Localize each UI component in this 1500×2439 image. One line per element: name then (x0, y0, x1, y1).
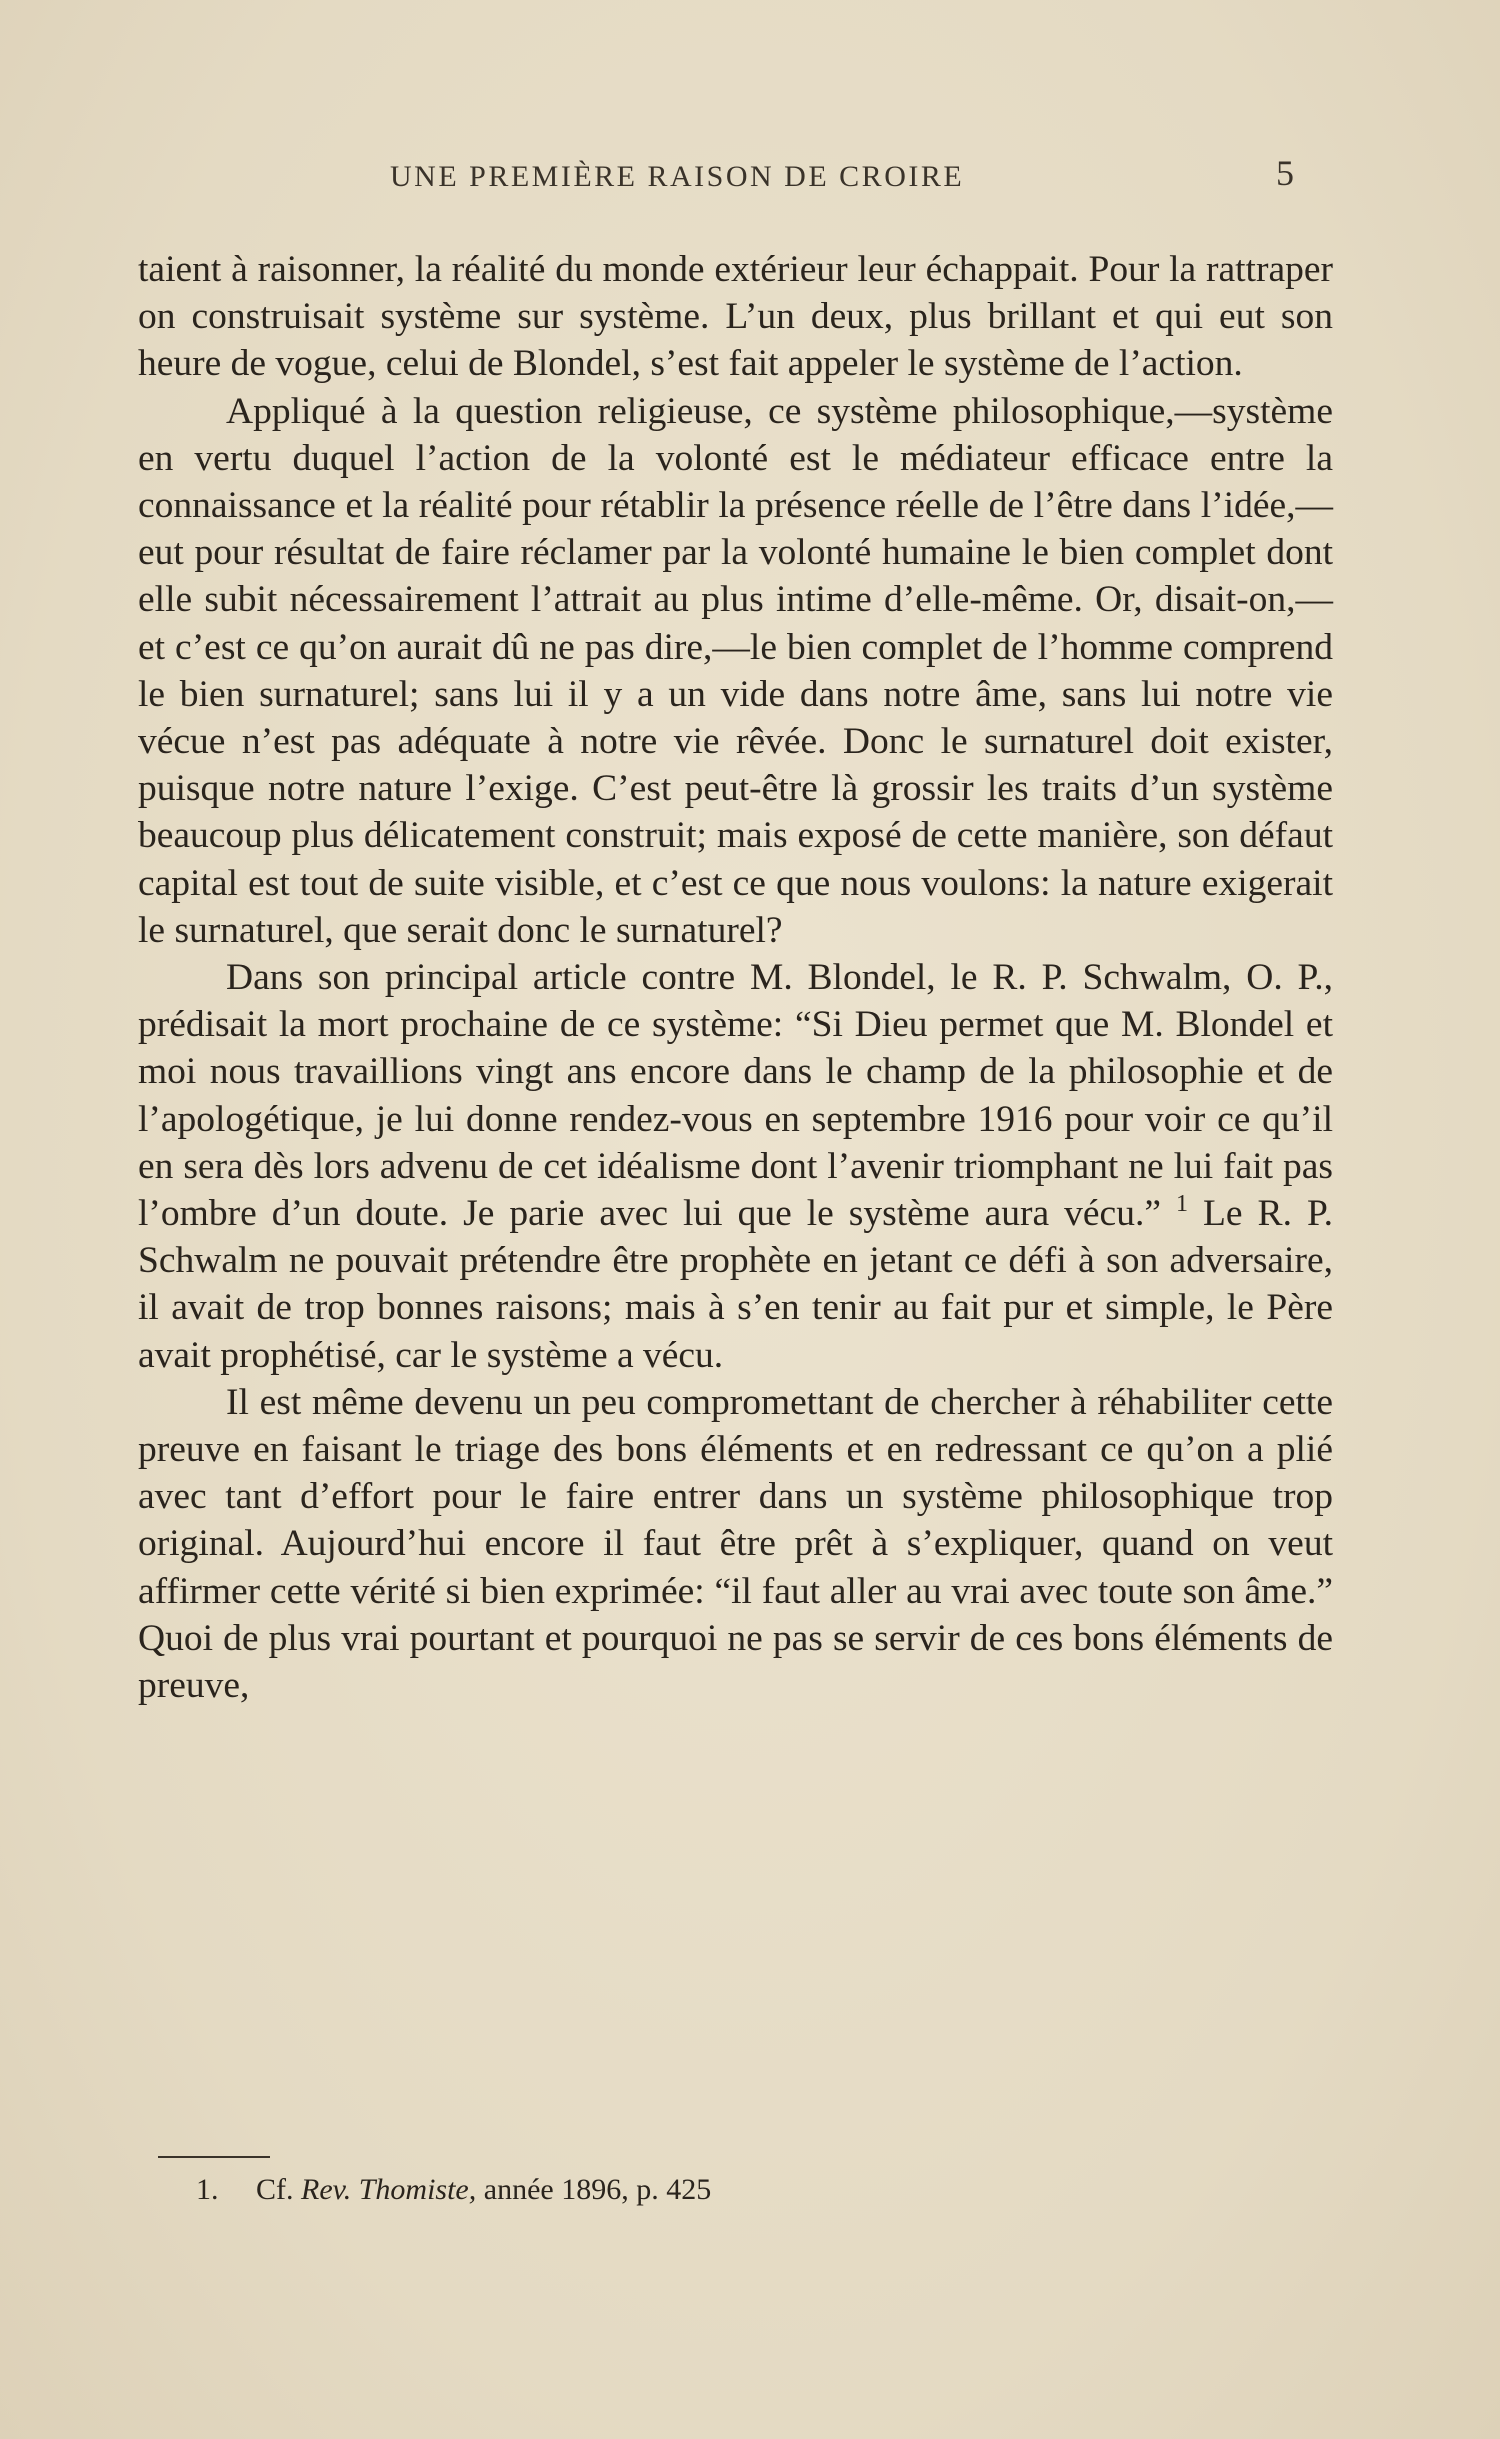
paragraph-2: Appliqué à la question religieuse, ce système philosophique,—système en vertu duquel l’action de la volonté est le médiateur efficace entre la connaissance et la réalité pour rétablir la présence réelle de l’être dans l’idée,—eut pour résultat de faire réclamer par la volonté humaine le bien complet dont elle subit nécessairement l’attrait au plus intime d’elle-même. Or, disait-on,—et c’est ce qu’on aurait dû ne pas dire,—le bien complet de l’homme comprend le bien surnaturel; sans lui il y a un vide dans notre âme, sans lui notre vie vécue n’est pas adéquate à notre vie rêvée. Donc le surnaturel doit exister, puisque notre nature l’exige. C’est peut-être là grossir les traits d’un système beaucoup plus délicatement construit; mais exposé de cette manière, son défaut capital est tout de suite visible, et c’est ce que nous voulons: la nature exigerait le surnaturel, que serait donc le surnaturel? (138, 390, 1333, 951)
footnote-divider (158, 2156, 270, 2158)
paragraph-1: taient à raisonner, la réalité du monde extérieur leur échappait. Pour la rattraper on construisait système sur système. L’un deux, plus brillant et qui eut son heure de vogue, celui de Blondel, s’est fait appeler le système de l’action. (138, 249, 1333, 385)
paragraph-4: Il est même devenu un peu compromettant de chercher à réhabiliter cette preuve en faisant le triage des bons éléments et en redressant ce qu’on a plié avec tant d’effort pour le faire entrer dans un système philosophique trop original. Aujourd’hui encore il faut être prêt à s’expliquer, quand on veut affirmer cette vérité si bien exprimée: “il faut aller au vrai avec toute son âme.” Quoi de plus vrai pourtant et pourquoi ne pas se servir de ces bons éléments de preuve, (138, 1381, 1333, 1707)
footnote-reference: année 1896, p. 425 (483, 2173, 712, 2206)
paragraph-3-text: Dans son principal article contre M. Blondel, le R. P. Schwalm, O. P., prédisait la mort prochaine de ce système: “Si Dieu permet que M. Blondel et moi nous travaillions vingt ans encore dans le champ de la philosophie et de l’apologétique, je lui donne rendez-vous en septembre 1916 pour voir ce qu’il en sera dès lors advenu de cet idéalisme dont l’avenir triomphant ne lui fait pas l’ombre d’un doute. Je parie avec lui que le système aura vécu.” (138, 957, 1333, 1235)
footnote (196, 2173, 711, 2207)
page-number: 5 (1276, 153, 1294, 193)
footnote-prefix: Cf. (256, 2173, 294, 2206)
footnote-number: 1. (196, 2173, 219, 2206)
footnote-marker[interactable]: 1 (1175, 1191, 1188, 1218)
running-head: UNE PREMIÈRE RAISON DE CROIRE (390, 160, 965, 193)
paragraph-3-continuation: Le R. P. Schwalm ne pouvait prétendre être prophète en jetant ce défi à son adversaire, il avait de trop bonnes raisons; mais à s’en tenir au fait pur et simple, le Père avait prophétisé, car le système a vécu. (138, 1193, 1334, 1376)
body-text (138, 246, 1333, 1709)
footnote-journal: Rev. Thomiste, (301, 2173, 477, 2206)
paragraph-3 (138, 954, 1333, 1379)
